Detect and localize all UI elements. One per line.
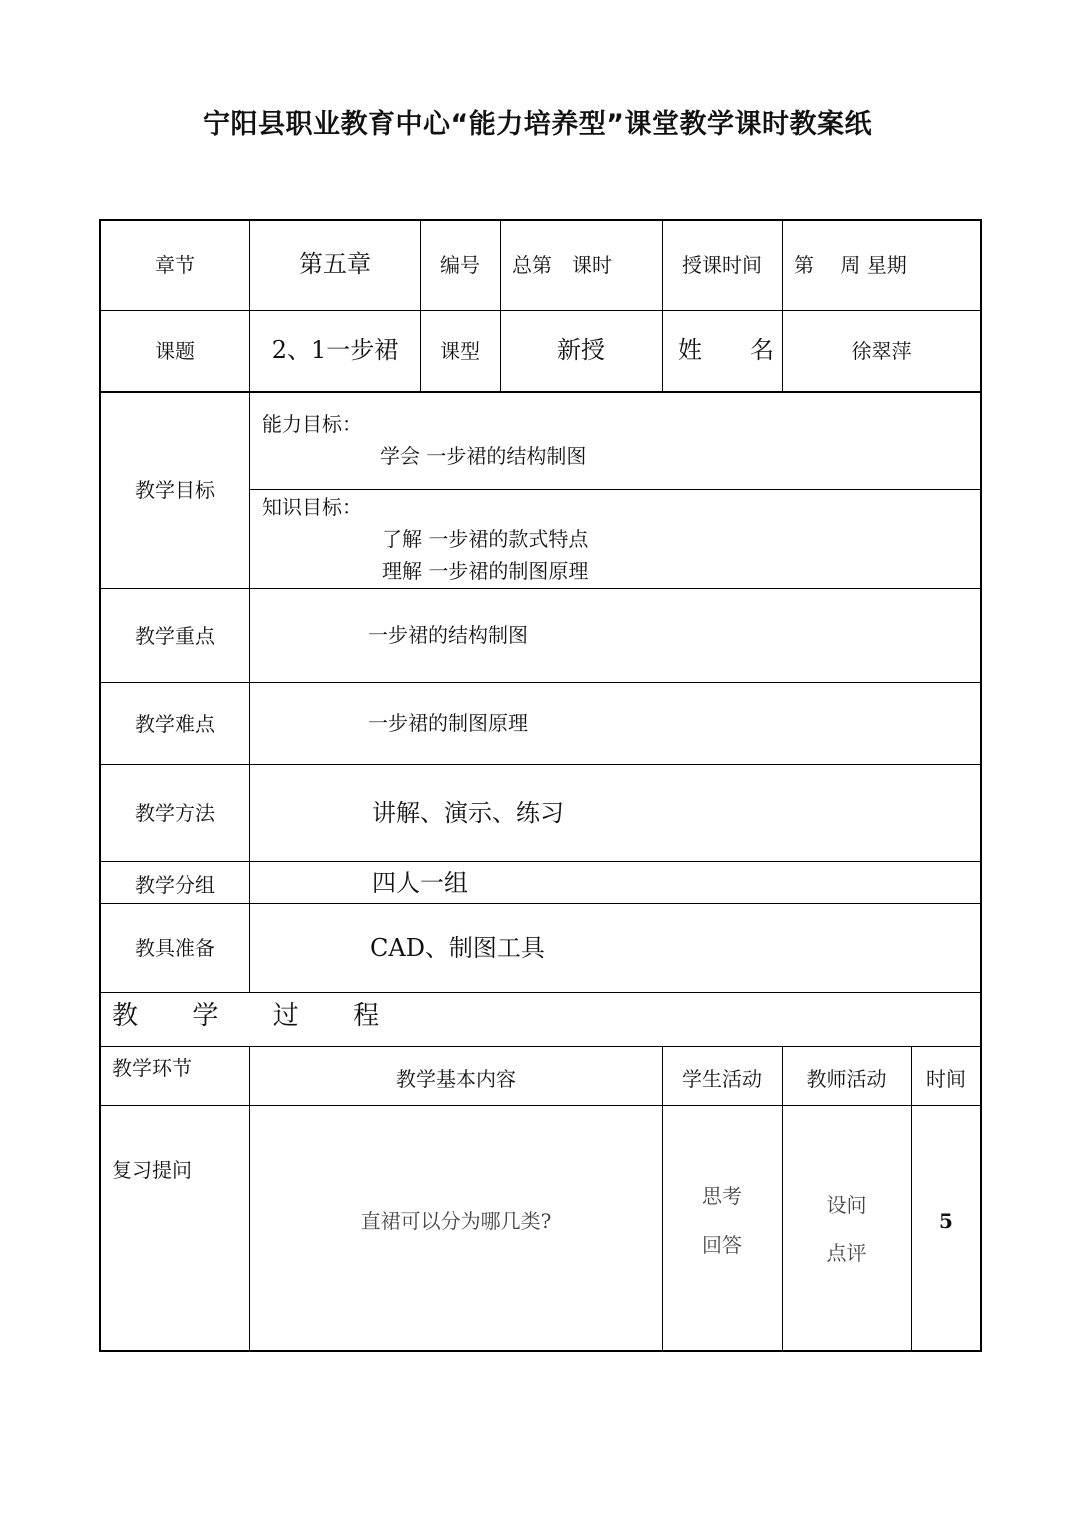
row-content: 直裙可以分为哪几类? xyxy=(360,1209,552,1233)
number-label: 编号 xyxy=(440,253,480,277)
time-label: 授课时间 xyxy=(682,253,762,277)
process-header-student: 学生活动 xyxy=(682,1067,762,1091)
process-heading-char: 教 xyxy=(112,1001,139,1031)
name-label: 姓 名 xyxy=(678,335,774,364)
row-teacher-activity: 设问 xyxy=(826,1193,867,1217)
row-divider xyxy=(100,992,981,993)
key-point-label: 教学重点 xyxy=(135,623,215,648)
row-teacher-activity: 点评 xyxy=(826,1241,867,1265)
row-student-activity: 思考 xyxy=(702,1184,742,1208)
topic-label: 课题 xyxy=(155,338,195,363)
process-header-teacher: 教师活动 xyxy=(806,1067,887,1091)
method-label: 教学方法 xyxy=(135,801,215,825)
process-heading-char: 学 xyxy=(192,1001,219,1031)
difficulty-label: 教学难点 xyxy=(135,711,215,736)
difficulty-value: 一步裙的制图原理 xyxy=(368,711,528,735)
grouping-label: 教学分组 xyxy=(135,873,215,897)
type-value: 新授 xyxy=(557,335,605,364)
knowledge-objective-title: 知识目标： xyxy=(262,495,362,519)
name-value: 徐翠萍 xyxy=(851,338,912,363)
process-heading-char: 程 xyxy=(353,1001,380,1031)
row-student-activity: 回答 xyxy=(702,1233,742,1257)
process-heading-char: 过 xyxy=(272,1001,299,1031)
grouping-value: 四人一组 xyxy=(372,869,468,897)
objectives-label: 教学目标 xyxy=(135,478,215,502)
chapter-value: 第五章 xyxy=(299,250,371,279)
row-divider xyxy=(250,489,981,490)
number-value: 总第 课时 xyxy=(512,253,612,277)
process-header-time: 时间 xyxy=(926,1067,966,1091)
process-header-stage: 教学环节 xyxy=(112,1056,192,1080)
chapter-label: 章节 xyxy=(155,253,195,277)
row-time: 5 xyxy=(939,1209,953,1233)
tools-value: CAD、制图工具 xyxy=(370,934,545,962)
ability-objective-title: 能力目标： xyxy=(262,412,362,436)
row-divider xyxy=(100,861,981,862)
type-label: 课型 xyxy=(440,338,480,363)
topic-value: 2、1一步裙 xyxy=(271,335,399,364)
knowledge-objective-item: 了解 一步裙的款式特点 xyxy=(382,527,589,551)
ability-objective-item: 学会 一步裙的结构制图 xyxy=(380,444,587,468)
time-value: 第 周 星期 xyxy=(794,253,907,277)
method-value: 讲解、演示、练习 xyxy=(372,799,564,827)
knowledge-objective-item: 理解 一步裙的制图原理 xyxy=(382,559,589,583)
key-point-value: 一步裙的结构制图 xyxy=(368,623,528,647)
process-header-content: 教学基本内容 xyxy=(396,1067,516,1091)
process-heading xyxy=(112,998,712,1042)
page-title: 宁阳县职业教育中心“能力培养型”课堂教学课时教案纸 xyxy=(203,109,872,140)
row-stage: 复习提问 xyxy=(112,1158,192,1182)
tools-label: 教具准备 xyxy=(135,936,215,960)
